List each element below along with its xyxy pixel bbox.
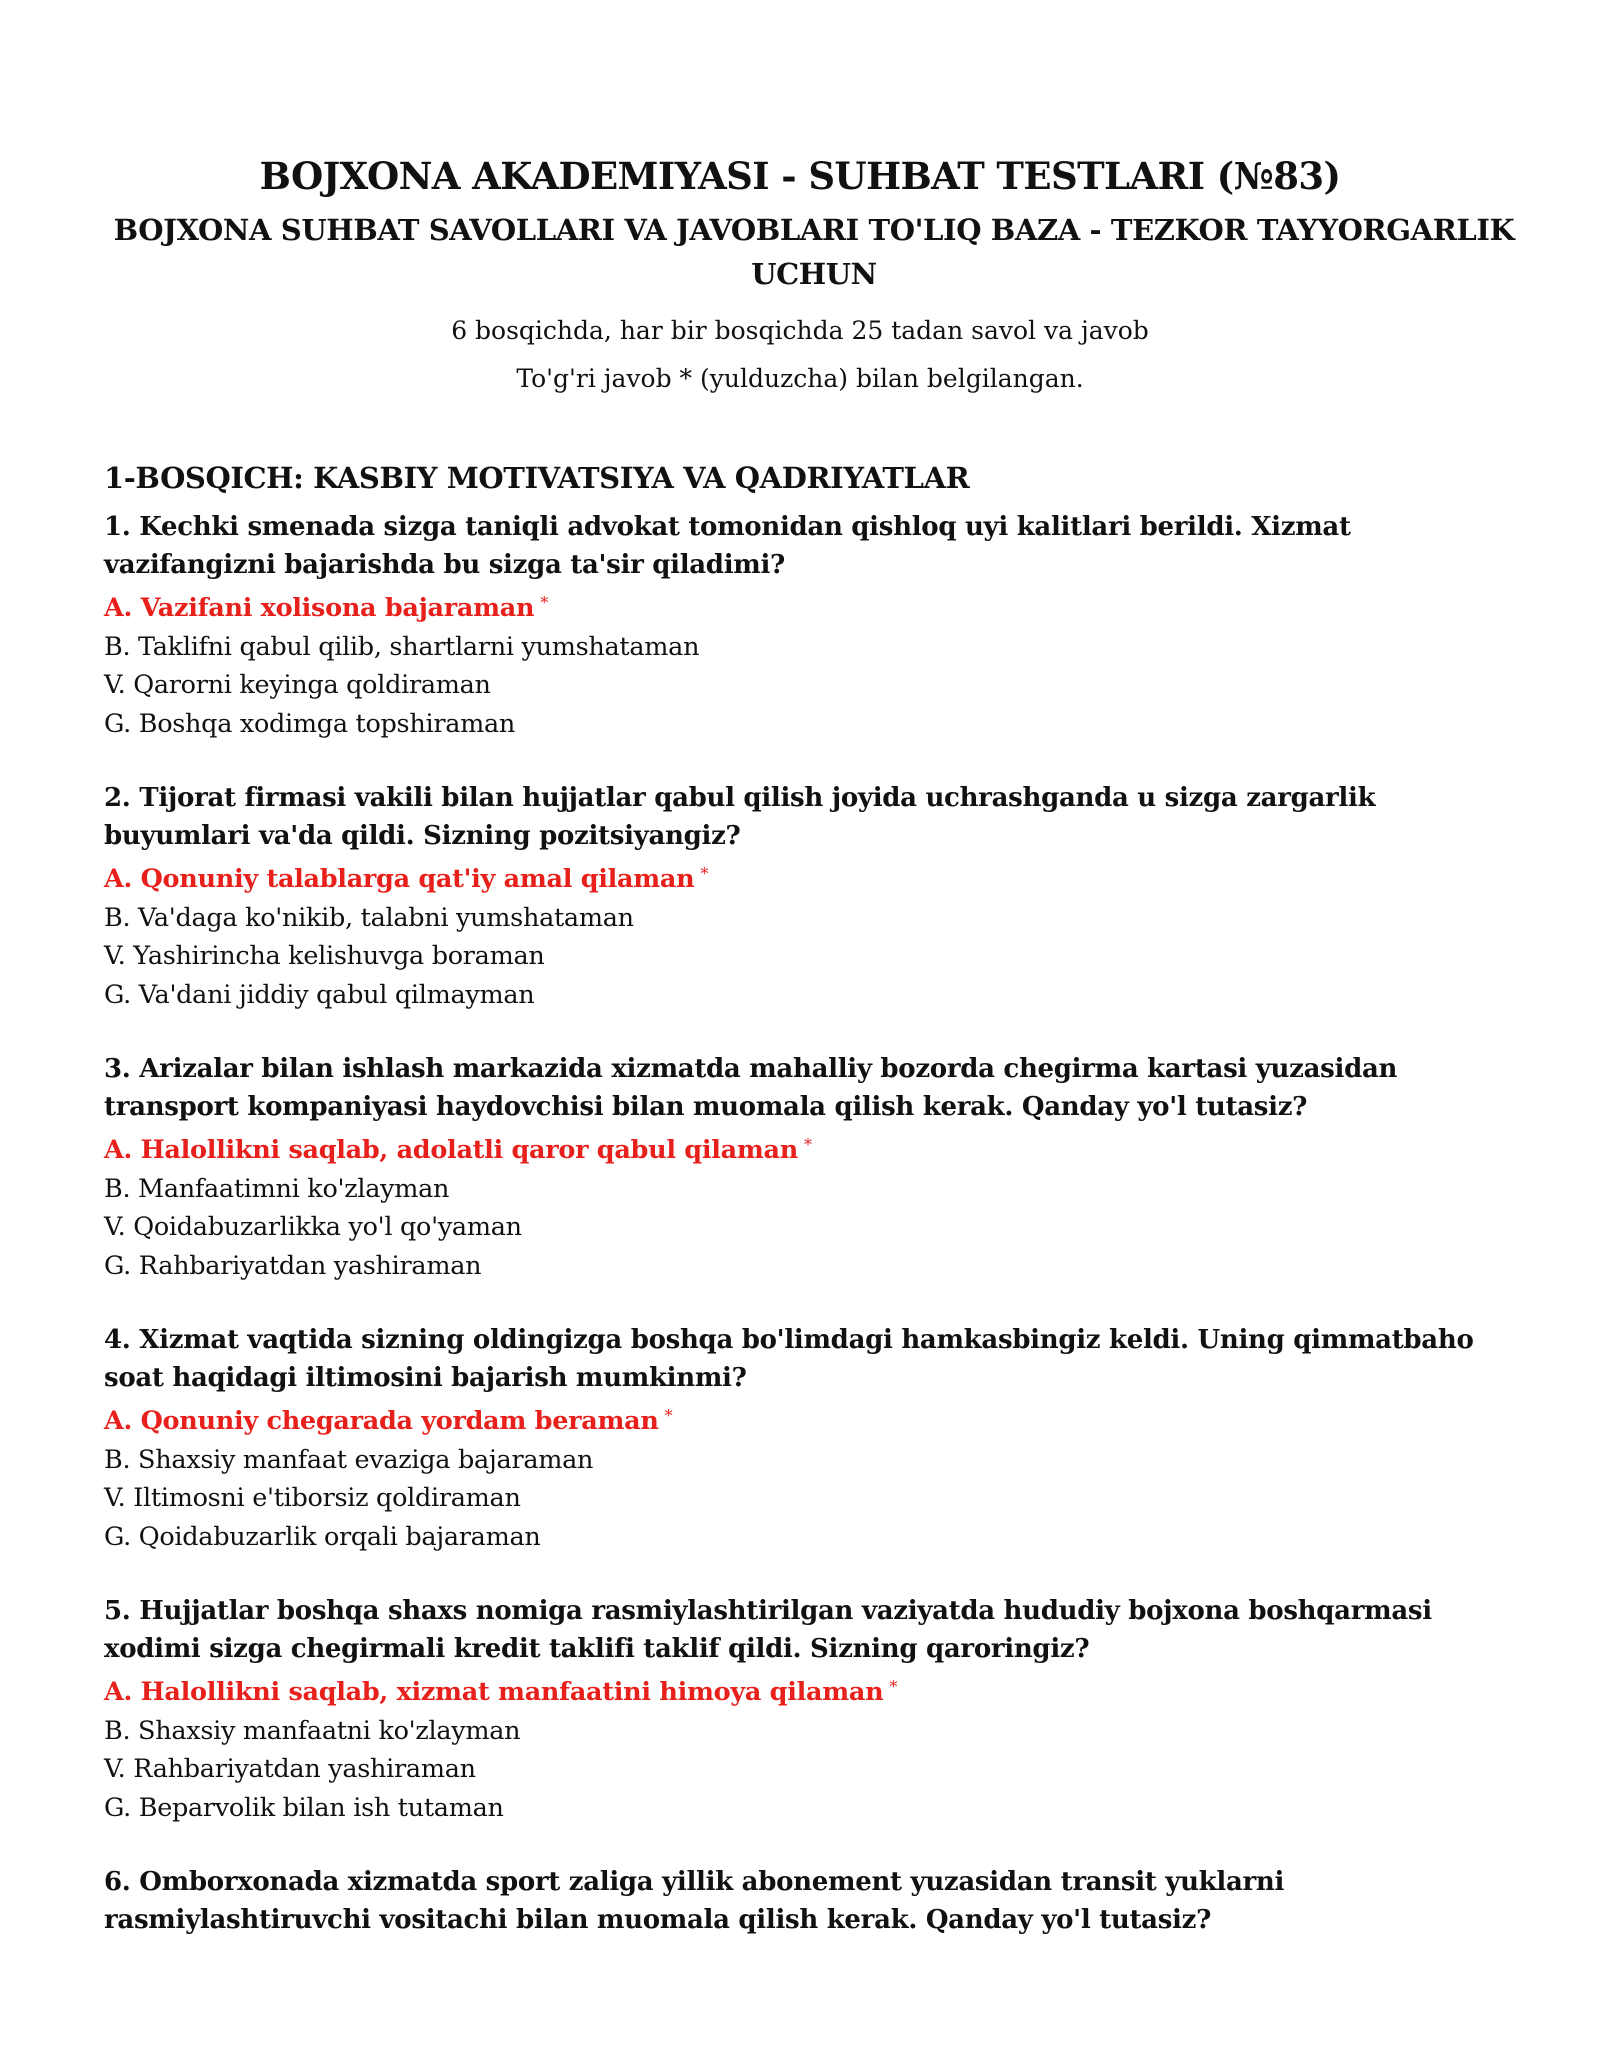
correct-answer-option [104, 1397, 1496, 1441]
answer-option: G. Qoidabuzarlik orqali bajaraman [104, 1521, 541, 1552]
answer-option: V. Qoidabuzarlikka yo'l qo'yaman [104, 1212, 522, 1242]
question-text: 3. Arizalar bilan ishlash markazida xizmatda mahalliy bozorda chegirma kartasi yuzasidan transport kompaniyasi haydovchisi bilan muomala qilish kerak. Qanday yo'l tutasiz? [104, 1054, 1398, 1122]
correct-answer-option [104, 584, 1496, 628]
answer-option: B. Manfaatimni ko'zlayman [104, 1173, 450, 1204]
option-label: A. Halollikni saqlab, xizmat manfaatini himoya qilaman [104, 1677, 884, 1707]
answer-option: G. Va'dani jiddiy qabul qilmayman [104, 979, 535, 1010]
question-block [104, 1050, 1496, 1285]
question-block [104, 508, 1496, 743]
document-subtitle: BOJXONA SUHBAT SAVOLLARI VA JAVOBLARI TO'LIQ BAZA - TEZKOR TAYYORGARLIK UCHUN [113, 213, 1515, 291]
option-label: A. Halollikni saqlab, adolatli qaror qabul qilaman [104, 1135, 798, 1165]
star-marker: * [664, 1406, 673, 1425]
question-text: 6. Omborxonada xizmatda sport zaliga yillik abonement yuzasidan transit yuklarni rasmiylashtiruvchi vositachi bilan muomala qilish kerak. Qanday yo'l tutasiz? [104, 1867, 1285, 1935]
question-text: 2. Tijorat firmasi vakili bilan hujjatlar qabul qilish joyida uchrashganda u sizga zargarlik buyumlari va'da qildi. Sizning pozitsiyangiz? [104, 783, 1376, 851]
intro-note: 6 bosqichda, har bir bosqichda 25 tadan savol va javob [451, 316, 1149, 345]
document-title: BOJXONA AKADEMIYASI - SUHBAT TESTLARI (№83) [259, 154, 1341, 198]
option-label: A. Qonuniy talablarga qat'iy amal qilaman [104, 864, 695, 894]
correct-answer-option [104, 1126, 1496, 1170]
answer-option: B. Shaxsiy manfaat evaziga bajaraman [104, 1444, 594, 1475]
stage-heading: 1-BOSQICH: KASBIY MOTIVATSIYA VA QADRIYATLAR [104, 461, 970, 495]
answer-option: V. Qarorni keyinga qoldiraman [104, 670, 491, 700]
question-block [104, 1863, 1496, 1939]
question-text: 4. Xizmat vaqtida sizning oldingizga boshqa bo'limdagi hamkasbingiz keldi. Uning qimmatbaho soat haqidagi iltimosini bajarish mumkinmi? [104, 1325, 1474, 1393]
correct-answer-option [104, 1668, 1496, 1712]
question-text: 1. Kechki smenada sizga taniqli advokat tomonidan qishloq uyi kalitlari berildi. Xizmat vazifangizni bajarishda bu sizga ta'sir qiladimi? [104, 512, 1351, 580]
answer-key-note: To'g'ri javob * (yulduzcha) bilan belgilangan. [516, 364, 1084, 393]
answer-option: G. Boshqa xodimga topshiraman [104, 708, 516, 739]
answer-option: G. Beparvolik bilan ish tutaman [104, 1792, 504, 1823]
answer-option: V. Rahbariyatdan yashiraman [104, 1754, 476, 1784]
question-block [104, 1321, 1496, 1556]
answer-option: B. Shaxsiy manfaatni ko'zlayman [104, 1715, 521, 1746]
answer-option: V. Yashirincha kelishuvga boraman [104, 941, 545, 971]
answer-option: B. Taklifni qabul qilib, shartlarni yumshataman [104, 631, 700, 662]
correct-answer-option [104, 855, 1496, 899]
question-text: 5. Hujjatlar boshqa shaxs nomiga rasmiylashtirilgan vaziyatda hududiy bojxona boshqarmasi xodimi sizga chegirmali kredit taklifi taklif qildi. Sizning qaroringiz? [104, 1596, 1432, 1664]
star-marker: * [803, 1135, 812, 1154]
option-label: A. Vazifani xolisona bajaraman [104, 593, 535, 623]
option-label: A. Qonuniy chegarada yordam beraman [104, 1406, 659, 1436]
answer-option: V. Iltimosni e'tiborsiz qoldiraman [104, 1483, 521, 1513]
answer-option: G. Rahbariyatdan yashiraman [104, 1250, 482, 1281]
star-marker: * [700, 864, 709, 883]
star-marker: * [889, 1677, 898, 1696]
question-block [104, 1592, 1496, 1827]
answer-option: B. Va'daga ko'nikib, talabni yumshataman [104, 902, 634, 933]
question-block [104, 779, 1496, 1014]
star-marker: * [540, 593, 548, 612]
